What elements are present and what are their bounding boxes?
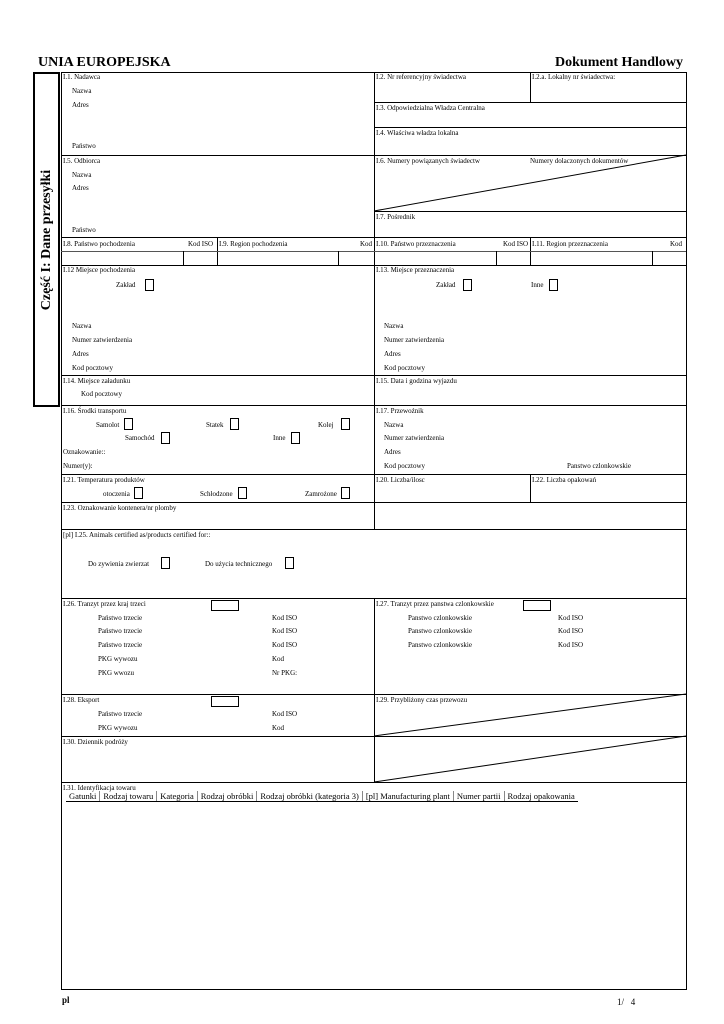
destination-region-label: I.11. Region przeznaczenia bbox=[532, 240, 608, 248]
part-one-label: Część I: Dane przesyłki bbox=[39, 169, 54, 311]
transport-other-label: Inne bbox=[273, 434, 286, 442]
destination-region-code-label: Kod bbox=[670, 240, 683, 248]
technical-use-label: Do użycia technicznego bbox=[205, 560, 273, 568]
third-country-transit-label: I.26. Tranzyt przez kraj trzeci bbox=[63, 600, 146, 608]
export-exit-bip-label: PKG wywozu bbox=[98, 724, 138, 732]
consignor-country-label: Państwo bbox=[72, 142, 96, 150]
export-label: I.28. Eksport bbox=[63, 696, 100, 704]
transport-plane-checkbox[interactable] bbox=[124, 418, 133, 430]
origin-plant-checkbox[interactable] bbox=[145, 279, 154, 291]
feed-use-label: Do zywienia zwierzat bbox=[88, 560, 150, 568]
origin-country-label: I.8. Państwo pochodzenia bbox=[63, 240, 135, 248]
transport-plane-label: Samolot bbox=[96, 421, 120, 429]
departure-date-label: I.15. Data i godzina wyjazdu bbox=[376, 377, 457, 385]
column-treatment-type: Rodzaj obróbki bbox=[198, 791, 258, 801]
certified-for-label: [pl] I.25. Animals certified as/products certified for:: bbox=[63, 531, 211, 539]
attached-documents-label: Numery dolaczonych dokumentów bbox=[530, 157, 629, 165]
transport-rail-checkbox[interactable] bbox=[341, 418, 350, 430]
column-treatment-type-cat3: Rodzaj obróbki (kategoria 3) bbox=[257, 791, 362, 801]
temperature-chilled-checkbox[interactable] bbox=[238, 487, 247, 499]
transit-country-3-label: Państwo trzecie bbox=[98, 641, 143, 649]
transport-means-label: I.16. Środki transportu bbox=[63, 407, 127, 415]
temperature-frozen-label: Zamrożone bbox=[305, 490, 337, 498]
origin-address-label: Adres bbox=[72, 350, 89, 358]
column-category: Kategoria bbox=[157, 791, 198, 801]
product-temperature-label: I.21. Temperatura produktów bbox=[63, 476, 145, 484]
consignee-country-label: Państwo bbox=[72, 226, 96, 234]
quantity-label: I.20. Liczba/ilosc bbox=[376, 476, 425, 484]
column-manufacturing-plant: [pl] Manufacturing plant bbox=[363, 791, 454, 801]
transit-bip-number-label: Nr PKG: bbox=[272, 669, 298, 677]
transport-marking-label: Oznakowanie:: bbox=[63, 448, 106, 456]
origin-name-label: Nazwa bbox=[72, 322, 92, 330]
document-title: Dokument Handlowy bbox=[555, 55, 683, 70]
member-state-2-label: Panstwo czlonkowskie bbox=[408, 627, 472, 635]
temperature-frozen-checkbox[interactable] bbox=[341, 487, 350, 499]
transit-iso-3-label: Kod ISO bbox=[272, 641, 298, 649]
export-checkbox[interactable] bbox=[211, 696, 239, 707]
destination-other-checkbox[interactable] bbox=[549, 279, 558, 291]
loading-postcode-label: Kod pocztowy bbox=[81, 390, 123, 398]
place-of-origin-label: I.12 Miejsce pochodzenia bbox=[63, 266, 136, 274]
transporter-name-label: Nazwa bbox=[384, 421, 404, 429]
transit-country-1-label: Państwo trzecie bbox=[98, 614, 143, 622]
destination-plant-checkbox[interactable] bbox=[463, 279, 472, 291]
transport-number-label: Numer(y): bbox=[63, 462, 93, 470]
journey-time-label: I.29. Przybliżony czas przewozu bbox=[376, 696, 468, 704]
transit-exit-bip-label: PKG wywozu bbox=[98, 655, 138, 663]
consignor-label: I.1. Nadawca bbox=[63, 73, 101, 81]
local-ref-label: I.2.a. Lokalny nr świadectwa: bbox=[532, 73, 616, 81]
place-of-destination-label: I.13. Miejsce przeznaczenia bbox=[376, 266, 455, 274]
destination-address-label: Adres bbox=[384, 350, 401, 358]
dealer-label: I.7. Pośrednik bbox=[376, 213, 416, 221]
transit-exit-code-label: Kod bbox=[272, 655, 285, 663]
packages-label: I.22. Liczba opakowań bbox=[532, 476, 597, 484]
transit-country-2-label: Państwo trzecie bbox=[98, 627, 143, 635]
member-state-3-label: Panstwo czlonkowskie bbox=[408, 641, 472, 649]
commodity-identification-label: I.31. Identyfikacja towaru bbox=[63, 784, 136, 792]
consignee-label: I.5. Odbiorca bbox=[63, 157, 101, 165]
consignee-name-label: Nazwa bbox=[72, 171, 92, 179]
origin-region-label: I.9. Region pochodzenia bbox=[219, 240, 288, 248]
third-country-transit-checkbox[interactable] bbox=[211, 600, 239, 611]
language-code: pl bbox=[62, 995, 70, 1005]
transporter-member-state-label: Panstwo czlonkowskie bbox=[567, 462, 631, 470]
consignor-address-label: Adres bbox=[72, 101, 89, 109]
transport-ship-label: Statek bbox=[206, 421, 224, 429]
transport-ship-checkbox[interactable] bbox=[230, 418, 239, 430]
column-packaging-type: Rodzaj opakowania bbox=[507, 791, 575, 801]
transit-iso-2-label: Kod ISO bbox=[272, 627, 298, 635]
destination-country-iso-label: Kod ISO bbox=[503, 240, 529, 248]
feed-use-checkbox[interactable] bbox=[161, 557, 170, 569]
local-authority-label: I.4. Właściwa władza lokalna bbox=[376, 129, 459, 137]
member-state-iso-3-label: Kod ISO bbox=[558, 641, 584, 649]
eu-title: UNIA EUROPEJSKA bbox=[38, 55, 171, 70]
transporter-postcode-label: Kod pocztowy bbox=[384, 462, 426, 470]
transport-road-checkbox[interactable] bbox=[161, 432, 170, 444]
member-state-iso-1-label: Kod ISO bbox=[558, 614, 584, 622]
member-state-transit-label: I.27. Tranzyt przez panstwa czlonkowskie bbox=[376, 600, 494, 608]
place-of-loading-label: I.14. Miejsce załadunku bbox=[63, 377, 131, 385]
origin-approval-label: Numer zatwierdzenia bbox=[72, 336, 133, 344]
temperature-ambient-label: otoczenia bbox=[103, 490, 130, 498]
origin-postcode-label: Kod pocztowy bbox=[72, 364, 114, 372]
column-batch-number: Numer partii bbox=[454, 791, 505, 801]
destination-plant-label: Zakład bbox=[436, 281, 456, 289]
transport-rail-label: Kolej bbox=[318, 421, 334, 429]
journey-log-label: I.30. Dziennik podróży bbox=[63, 738, 128, 746]
transporter-label: I.17. Przewoźnik bbox=[376, 407, 424, 415]
commodity-table-header bbox=[66, 791, 578, 802]
temperature-ambient-checkbox[interactable] bbox=[134, 487, 143, 499]
export-iso-label: Kod ISO bbox=[272, 710, 298, 718]
export-code-label: Kod bbox=[272, 724, 285, 732]
transport-other-checkbox[interactable] bbox=[291, 432, 300, 444]
transit-entry-bip-label: PKG wwozu bbox=[98, 669, 134, 677]
transport-road-label: Samochód bbox=[125, 434, 155, 442]
destination-other-label: Inne bbox=[531, 281, 544, 289]
consignee-address-label: Adres bbox=[72, 184, 89, 192]
destination-postcode-label: Kod pocztowy bbox=[384, 364, 426, 372]
transporter-approval-label: Numer zatwierdzenia bbox=[384, 434, 445, 442]
technical-use-checkbox[interactable] bbox=[285, 557, 294, 569]
origin-region-code-label: Kod bbox=[360, 240, 373, 248]
destination-approval-label: Numer zatwierdzenia bbox=[384, 336, 445, 344]
origin-plant-label: Zakład bbox=[116, 281, 136, 289]
destination-country-label: I.10. Państwo przeznaczenia bbox=[376, 240, 456, 248]
origin-country-iso-label: Kod ISO bbox=[188, 240, 214, 248]
container-seal-label: I.23. Oznakowanie kontenera/nr plomby bbox=[63, 504, 177, 512]
certificate-ref-label: I.2. Nr referencyjny świadectwa bbox=[376, 73, 466, 81]
temperature-chilled-label: Schłodzone bbox=[200, 490, 233, 498]
page-number: 1/ 4 bbox=[617, 997, 636, 1007]
column-commodity-type: Rodzaj towaru bbox=[100, 791, 157, 801]
destination-name-label: Nazwa bbox=[384, 322, 404, 330]
consignor-name-label: Nazwa bbox=[72, 87, 92, 95]
member-state-iso-2-label: Kod ISO bbox=[558, 627, 584, 635]
export-country-label: Państwo trzecie bbox=[98, 710, 143, 718]
member-state-transit-checkbox[interactable] bbox=[523, 600, 551, 611]
column-species: Gatunki bbox=[66, 791, 100, 801]
linked-certificates-label: I.6. Numery powiązanych świadectw bbox=[376, 157, 480, 165]
transporter-address-label: Adres bbox=[384, 448, 401, 456]
central-authority-label: I.3. Odpowiedzialna Władza Centralna bbox=[376, 104, 485, 112]
transit-iso-1-label: Kod ISO bbox=[272, 614, 298, 622]
member-state-1-label: Panstwo czlonkowskie bbox=[408, 614, 472, 622]
